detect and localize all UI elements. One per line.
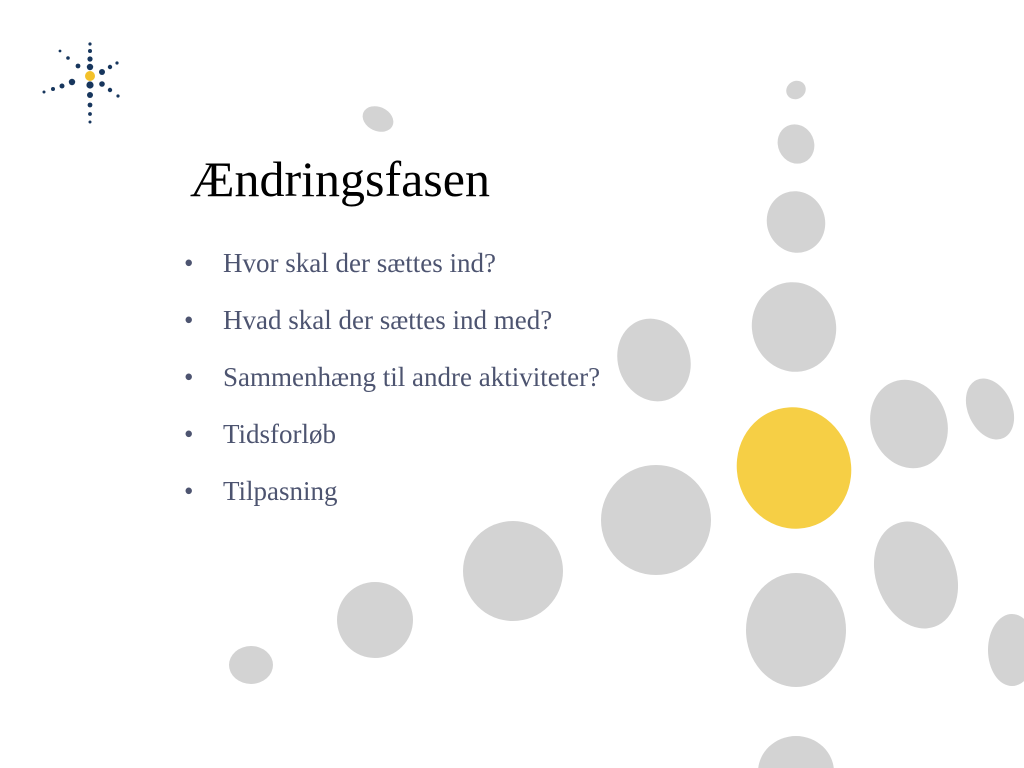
decor-circle — [746, 573, 846, 687]
bullet-marker: • — [184, 248, 194, 278]
decor-circle — [742, 273, 846, 382]
decor-circle — [229, 646, 273, 684]
decor-circle — [337, 582, 413, 658]
list-item — [184, 362, 600, 419]
list-item — [184, 248, 600, 305]
decor-circle — [858, 369, 960, 480]
decor-circle — [771, 118, 821, 169]
bullet-text: Sammenhæng til andre aktiviteter? — [223, 362, 601, 392]
decor-circle-highlight — [723, 394, 865, 541]
decor-circle — [957, 371, 1024, 448]
decor-circle — [783, 77, 809, 103]
slide-title: Ændringsfasen — [190, 151, 490, 207]
decor-circle — [860, 510, 973, 641]
bullet-text: Tilpasning — [223, 476, 338, 506]
list-item — [184, 305, 600, 362]
bullet-text: Tidsforløb — [223, 419, 337, 449]
bullet-marker: • — [184, 419, 194, 449]
decor-circle — [758, 736, 834, 768]
bullet-marker: • — [184, 362, 194, 392]
decor-circle — [358, 101, 397, 136]
list-item — [184, 419, 600, 476]
bullet-marker: • — [184, 476, 194, 506]
bullet-text: Hvad skal der sættes ind med? — [223, 305, 553, 335]
bullet-marker: • — [184, 305, 194, 335]
decor-circle — [988, 614, 1024, 686]
bullet-list — [184, 248, 600, 533]
list-item — [184, 476, 600, 533]
star-burst-logo-icon — [40, 40, 124, 128]
bullet-text: Hvor skal der sættes ind? — [223, 248, 496, 278]
decor-circle — [463, 521, 563, 621]
decor-circle — [606, 308, 702, 412]
decor-circle — [758, 183, 834, 261]
decor-circle — [601, 465, 711, 575]
